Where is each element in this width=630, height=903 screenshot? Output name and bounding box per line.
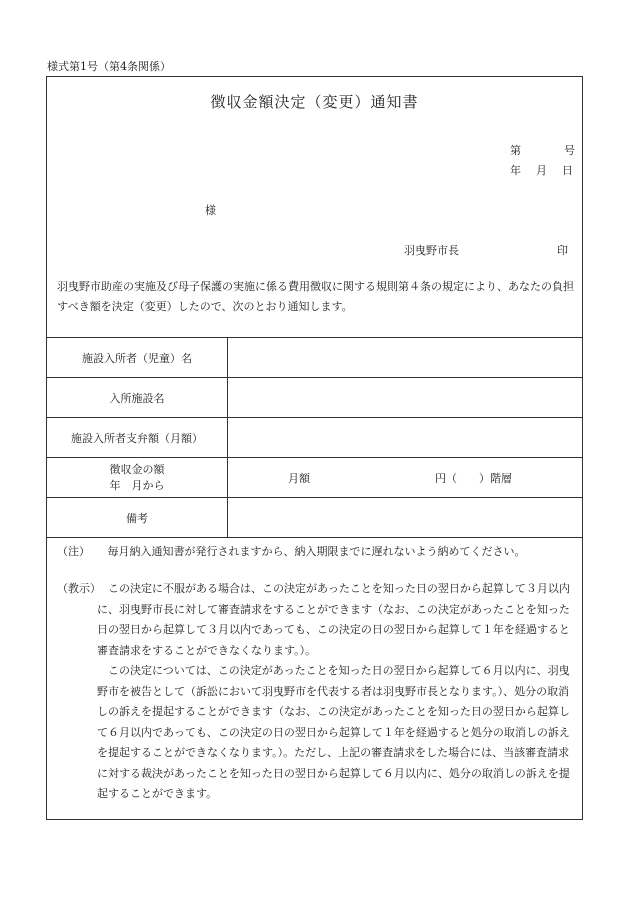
table-row <box>47 378 582 418</box>
date-month: 月 <box>536 164 547 177</box>
number-dai: 第 <box>510 144 521 157</box>
yen-tier-label: 円（ ）階層 <box>435 472 512 485</box>
table-row <box>47 498 582 538</box>
value-payment-amount <box>228 418 583 458</box>
label-remarks: 備考 <box>47 498 228 538</box>
value-remarks <box>228 498 583 538</box>
value-child-name <box>228 338 583 378</box>
table-row <box>47 418 582 458</box>
document-title: 徴収金額決定（変更）通知書 <box>210 93 419 111</box>
instruction-label: （教示） <box>57 582 101 595</box>
label-collection-line2: 年 月から <box>109 478 165 492</box>
label-collection-amount <box>47 458 228 498</box>
date-year: 年 <box>510 164 521 177</box>
date-day: 日 <box>562 164 573 177</box>
instruction-section <box>57 579 577 805</box>
note-text: 毎月納入通知書が発行されますから、納入期限までに遅れないよう納めてください。 <box>107 545 526 558</box>
value-collection-amount <box>228 458 583 498</box>
monthly-label: 月額 <box>288 472 310 485</box>
addressee-sama: 様 <box>205 204 216 217</box>
label-child-name: 施設入所者（児童）名 <box>47 338 228 378</box>
note-line <box>57 543 526 559</box>
label-payment-amount: 施設入所者支弁額（月額） <box>47 418 228 458</box>
intro-paragraph: 羽曳野市助産の実施及び母子保護の実施に係る費用徴収に関する規則第４条の規定により、あなたの負担すべき額を決定（変更）したので、次のとおり通知します。 <box>57 280 574 313</box>
label-facility-name: 入所施設名 <box>47 378 228 418</box>
instruction-paragraph-1: この決定に不服がある場合は、この決定があったことを知った日の翌日から起算して３月以内に、羽曳野市長に対して審査請求をすることができます（なお、この決定があったことを知った日の翌日から起算して３月以内であっても、この決定の日の翌日から起算して１年を経過すると審査請求をすることができなくなります。）。 <box>97 582 570 657</box>
table-row <box>47 338 582 378</box>
issuer-mayor: 羽曳野市長 <box>404 244 459 257</box>
note-label: （注） <box>57 545 90 558</box>
form-reference: 様式第1号（第4条関係） <box>47 60 171 73</box>
notice-frame <box>46 76 583 820</box>
fee-table <box>47 337 582 538</box>
seal-mark: 印 <box>557 244 568 257</box>
value-facility-name <box>228 378 583 418</box>
instruction-paragraph-2: この決定については、この決定があったことを知った日の翌日から起算して６月以内に、羽曳野市を被告として（訴訟において羽曳野市を代表する者は羽曳野市長となります。）、処分の取消しの訴えを提起することができます（なお、この決定があったことを知った日の翌日から起算して６月以内であっても、この決定の日の翌日から起算して１年を経過すると処分の取消しの訴えを提起することができなくなります。）。ただし、上記の審査請求をした場合には、当該審査請求に対する裁決があったことを知った日の翌日から起算して６月以内に、処分の取消しの訴えを提起することができます。 <box>97 664 570 800</box>
number-go: 号 <box>564 144 575 157</box>
label-collection-line1: 徴収金の額 <box>109 462 165 476</box>
instruction-body <box>97 579 577 805</box>
table-row <box>47 458 582 498</box>
